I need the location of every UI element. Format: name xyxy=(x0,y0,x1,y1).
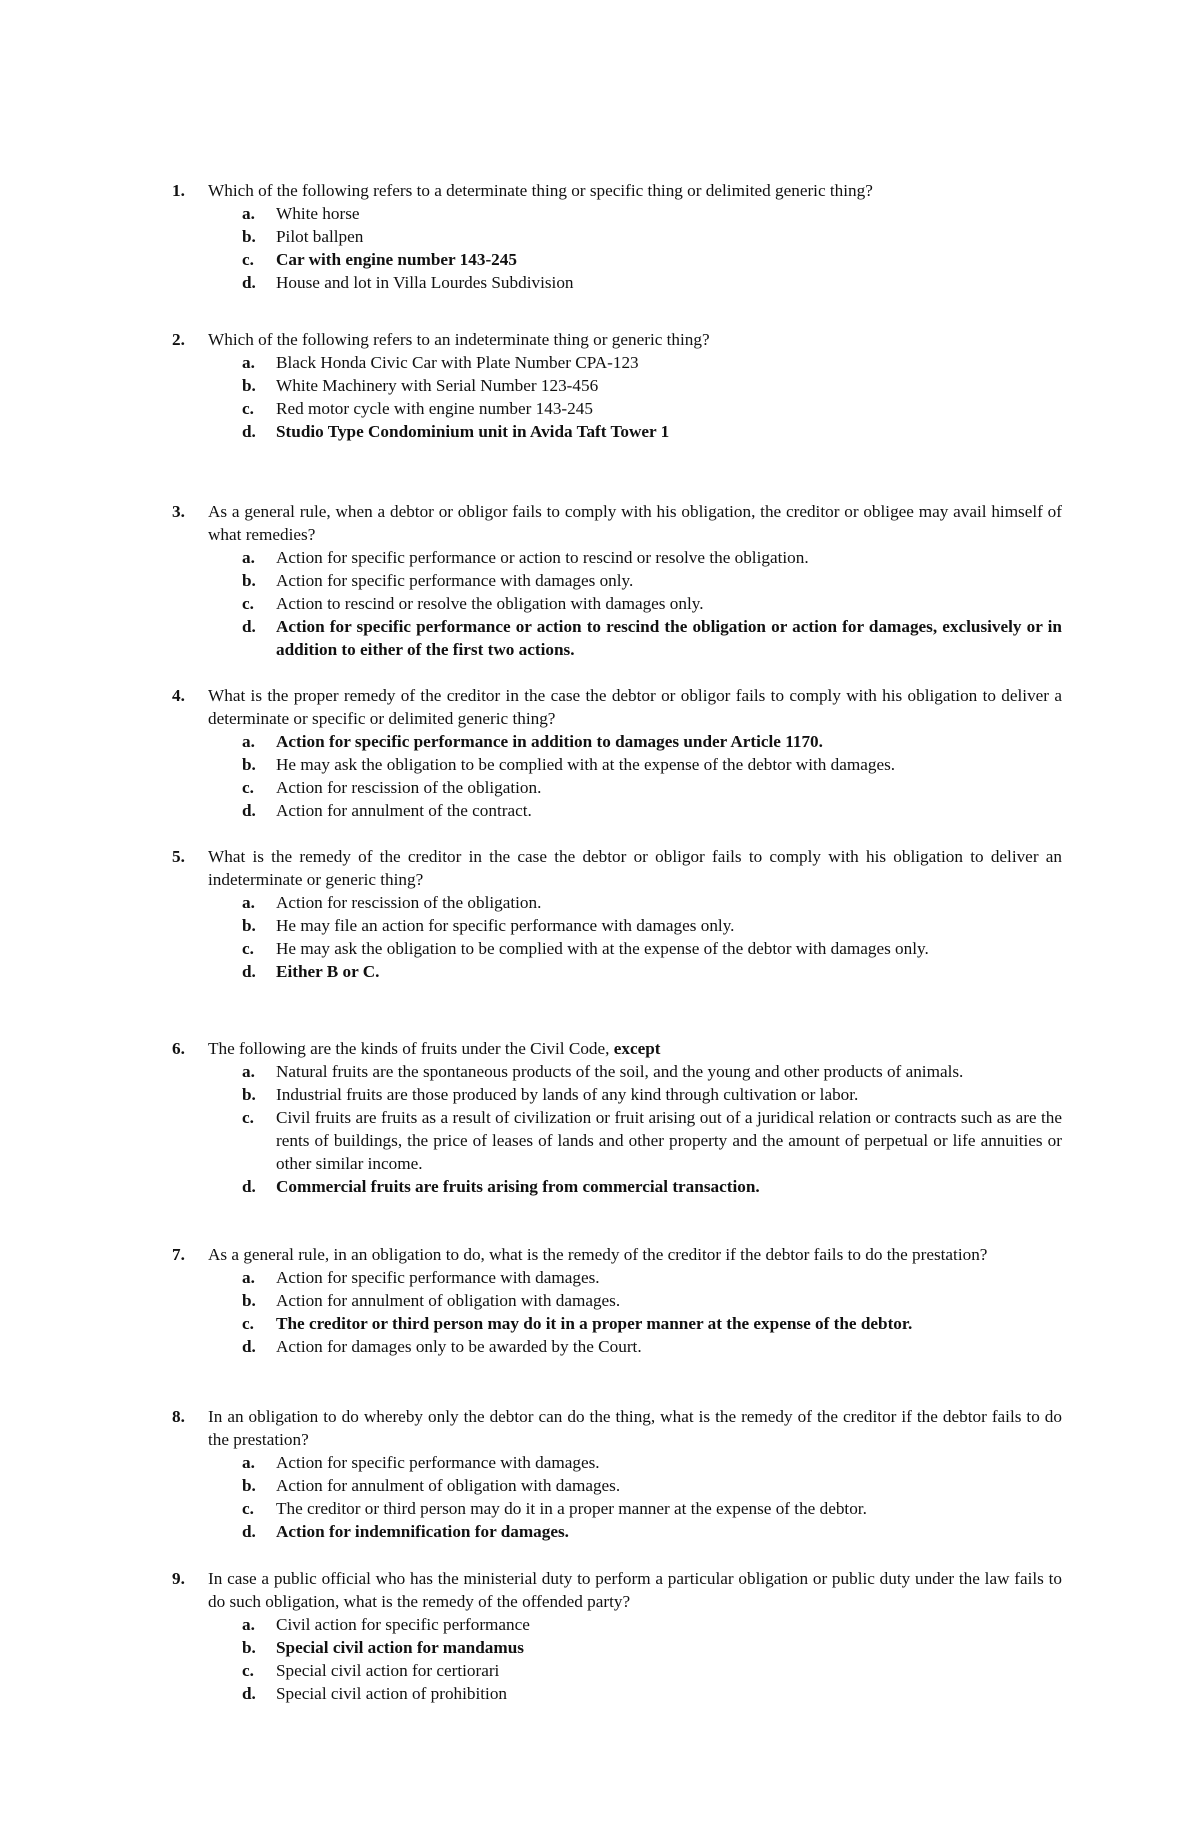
choice-text-correct: Car with engine number 143-245 xyxy=(276,250,517,269)
choice-item xyxy=(242,271,1062,294)
choice-letter: a. xyxy=(242,1453,255,1472)
choice-text-correct: Action for indemnification for damages. xyxy=(276,1522,569,1541)
choice-item xyxy=(242,569,1062,592)
choice-letter: b. xyxy=(242,571,256,590)
choice-text: Industrial fruits are those produced by lands of any kind through cultivation or labor. xyxy=(276,1085,859,1104)
question-stem: In an obligation to do whereby only the debtor can do the thing, what is the remedy of the creditor if the debtor fails to do the prestation? xyxy=(208,1407,1062,1449)
question-number: 5. xyxy=(172,847,185,866)
choice-letter: c. xyxy=(242,1661,254,1680)
choice-text: Pilot ballpen xyxy=(276,227,364,246)
choice-list xyxy=(242,1451,1062,1543)
question-stem-text: The following are the kinds of fruits under the Civil Code, xyxy=(208,1039,614,1058)
choice-text: He may file an action for specific performance with damages only. xyxy=(276,916,735,935)
question-number: 9. xyxy=(172,1569,185,1588)
choice-item xyxy=(242,891,1062,914)
choice-item xyxy=(242,225,1062,248)
choice-text: The creditor or third person may do it in a proper manner at the expense of the debtor. xyxy=(276,1499,867,1518)
choice-text: White horse xyxy=(276,204,360,223)
choice-text-correct: Special civil action for mandamus xyxy=(276,1638,524,1657)
question-1 xyxy=(172,179,1062,294)
choice-item xyxy=(242,799,1062,822)
choice-item xyxy=(242,1312,1062,1335)
choice-item xyxy=(242,753,1062,776)
choice-item xyxy=(242,1335,1062,1358)
choice-text: Civil action for specific performance xyxy=(276,1615,530,1634)
choice-text: Civil fruits are fruits as a result of civilization or fruit arising out of a juridical relation or contracts such as are the rents of buildings, the price of leases of lands and other property and the amount of perpetual or life annuities or other similar income. xyxy=(276,1108,1062,1173)
choice-item xyxy=(242,1474,1062,1497)
choice-item xyxy=(242,730,1062,753)
question-stem xyxy=(208,1037,1062,1060)
question-number: 7. xyxy=(172,1245,185,1264)
choice-text: Action for annulment of obligation with damages. xyxy=(276,1476,621,1495)
choice-letter: c. xyxy=(242,778,254,797)
choice-item xyxy=(242,1636,1062,1659)
question-stem: Which of the following refers to a determinate thing or specific thing or delimited generic thing? xyxy=(208,181,873,200)
question-stem: As a general rule, in an obligation to do, what is the remedy of the creditor if the debtor fails to do the prestation? xyxy=(208,1245,988,1264)
choice-text: Special civil action for certiorari xyxy=(276,1661,500,1680)
choice-letter: c. xyxy=(242,1499,254,1518)
choice-text: Natural fruits are the spontaneous products of the soil, and the young and other products of animals. xyxy=(276,1062,964,1081)
choice-letter: a. xyxy=(242,1268,255,1287)
choice-text-correct: Commercial fruits are fruits arising from commercial transaction. xyxy=(276,1177,760,1196)
choice-text: He may ask the obligation to be complied with at the expense of the debtor with damages only. xyxy=(276,939,929,958)
choice-letter: b. xyxy=(242,1291,256,1310)
choice-item xyxy=(242,1289,1062,1312)
choice-list xyxy=(242,1266,1062,1358)
choice-letter: b. xyxy=(242,227,256,246)
choice-text: Action for damages only to be awarded by the Court. xyxy=(276,1337,642,1356)
choice-text: Action for annulment of obligation with damages. xyxy=(276,1291,621,1310)
choice-letter: b. xyxy=(242,1476,256,1495)
choice-item xyxy=(242,960,1062,983)
choice-item xyxy=(242,1497,1062,1520)
choice-text: House and lot in Villa Lourdes Subdivision xyxy=(276,273,574,292)
question-4 xyxy=(172,684,1062,822)
question-stem-emphasis: except xyxy=(613,1039,661,1058)
choice-item xyxy=(242,937,1062,960)
choice-item xyxy=(242,1175,1062,1198)
choice-letter: d. xyxy=(242,273,256,292)
choice-list xyxy=(242,1060,1062,1198)
choice-letter: d. xyxy=(242,1337,256,1356)
choice-letter: c. xyxy=(242,939,254,958)
choice-letter: d. xyxy=(242,617,256,636)
choice-list xyxy=(242,351,1062,443)
choice-text-correct: The creditor or third person may do it in a proper manner at the expense of the debtor. xyxy=(276,1314,913,1333)
question-2 xyxy=(172,328,1062,443)
choice-letter: a. xyxy=(242,353,255,372)
choice-item xyxy=(242,1083,1062,1106)
choice-item xyxy=(242,1520,1062,1543)
question-stem: What is the remedy of the creditor in the case the debtor or obligor fails to comply with his obligation to deliver an indeterminate or generic thing? xyxy=(208,847,1062,889)
choice-item xyxy=(242,546,1062,569)
question-9 xyxy=(172,1567,1062,1705)
choice-letter: d. xyxy=(242,1522,256,1541)
choice-item xyxy=(242,374,1062,397)
choice-text: White Machinery with Serial Number 123-456 xyxy=(276,376,599,395)
question-number: 4. xyxy=(172,686,185,705)
choice-item xyxy=(242,1682,1062,1705)
choice-item xyxy=(242,1659,1062,1682)
choice-list xyxy=(242,891,1062,983)
choice-letter: a. xyxy=(242,204,255,223)
choice-text: Black Honda Civic Car with Plate Number CPA-123 xyxy=(276,353,639,372)
choice-item xyxy=(242,776,1062,799)
choice-item xyxy=(242,1613,1062,1636)
choice-letter: d. xyxy=(242,1177,256,1196)
choice-letter: c. xyxy=(242,250,254,269)
choice-item xyxy=(242,420,1062,443)
choice-letter: b. xyxy=(242,916,256,935)
question-stem: Which of the following refers to an indeterminate thing or generic thing? xyxy=(208,330,710,349)
question-6 xyxy=(172,1037,1062,1198)
question-number: 6. xyxy=(172,1039,185,1058)
choice-text: Action for specific performance with damages. xyxy=(276,1268,600,1287)
choice-letter: a. xyxy=(242,548,255,567)
question-stem: What is the proper remedy of the creditor in the case the debtor or obligor fails to comply with his obligation to deliver a determinate or specific or delimited generic thing? xyxy=(208,686,1062,728)
choice-item xyxy=(242,351,1062,374)
choice-letter: c. xyxy=(242,594,254,613)
choice-text: Action for specific performance or action to rescind or resolve the obligation. xyxy=(276,548,809,567)
choice-text-correct: Action for specific performance in addition to damages under Article 1170. xyxy=(276,732,823,751)
choice-letter: c. xyxy=(242,1314,254,1333)
choice-item xyxy=(242,1106,1062,1175)
choice-item xyxy=(242,1451,1062,1474)
choice-letter: b. xyxy=(242,1638,256,1657)
question-number: 3. xyxy=(172,502,185,521)
choice-list xyxy=(242,730,1062,822)
question-number: 8. xyxy=(172,1407,185,1426)
choice-text: Red motor cycle with engine number 143-245 xyxy=(276,399,593,418)
question-5 xyxy=(172,845,1062,983)
choice-text: Action to rescind or resolve the obligation with damages only. xyxy=(276,594,704,613)
choice-item xyxy=(242,914,1062,937)
choice-list xyxy=(242,546,1062,661)
choice-item xyxy=(242,248,1062,271)
choice-text-correct: Either B or C. xyxy=(276,962,380,981)
choice-letter: a. xyxy=(242,1062,255,1081)
choice-text: Action for annulment of the contract. xyxy=(276,801,532,820)
question-stem: As a general rule, when a debtor or obligor fails to comply with his obligation, the creditor or obligee may avail himself of what remedies? xyxy=(208,502,1062,544)
choice-text-correct: Action for specific performance or action to rescind the obligation or action for damages, exclusively or in addition to either of the first two actions. xyxy=(276,617,1062,659)
question-8 xyxy=(172,1405,1062,1543)
question-stem: In case a public official who has the ministerial duty to perform a particular obligation or public duty under the law fails to do such obligation, what is the remedy of the offended party? xyxy=(208,1569,1062,1611)
question-3 xyxy=(172,500,1062,661)
choice-letter: c. xyxy=(242,399,254,418)
choice-item xyxy=(242,615,1062,661)
choice-letter: b. xyxy=(242,1085,256,1104)
choice-text: Action for specific performance with damages only. xyxy=(276,571,634,590)
choice-letter: a. xyxy=(242,732,255,751)
choice-list xyxy=(242,1613,1062,1705)
choice-letter: b. xyxy=(242,376,256,395)
choice-text-correct: Studio Type Condominium unit in Avida Taft Tower 1 xyxy=(276,422,670,441)
choice-item xyxy=(242,397,1062,420)
choice-letter: a. xyxy=(242,1615,255,1634)
choice-text: Action for rescission of the obligation. xyxy=(276,893,542,912)
choice-letter: a. xyxy=(242,893,255,912)
choice-letter: d. xyxy=(242,962,256,981)
choice-text: He may ask the obligation to be complied with at the expense of the debtor with damages. xyxy=(276,755,896,774)
choice-letter: d. xyxy=(242,1684,256,1703)
choice-item xyxy=(242,592,1062,615)
choice-list xyxy=(242,202,1062,294)
choice-text: Action for specific performance with damages. xyxy=(276,1453,600,1472)
choice-text: Special civil action of prohibition xyxy=(276,1684,508,1703)
question-number: 1. xyxy=(172,181,185,200)
choice-letter: c. xyxy=(242,1108,254,1127)
question-number: 2. xyxy=(172,330,185,349)
choice-item xyxy=(242,1060,1062,1083)
choice-letter: d. xyxy=(242,422,256,441)
choice-letter: d. xyxy=(242,801,256,820)
question-7 xyxy=(172,1243,1062,1358)
choice-letter: b. xyxy=(242,755,256,774)
choice-item xyxy=(242,1266,1062,1289)
choice-item xyxy=(242,202,1062,225)
choice-text: Action for rescission of the obligation. xyxy=(276,778,542,797)
